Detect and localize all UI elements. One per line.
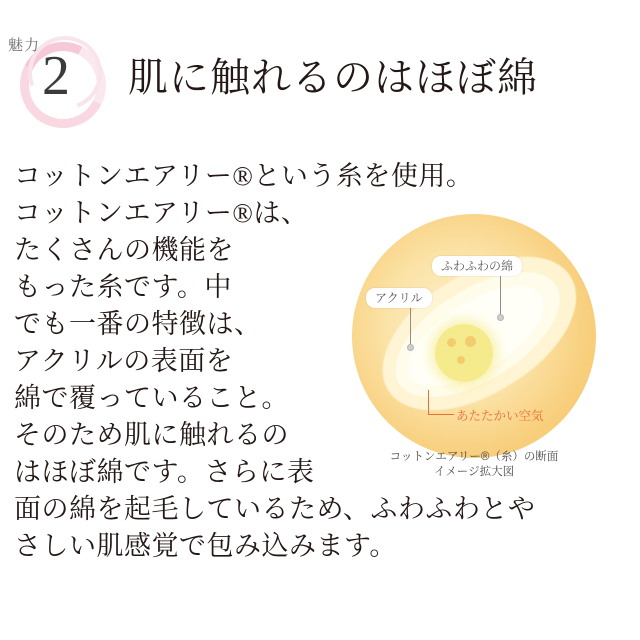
body-line [14, 491, 634, 528]
cotton-leader-dot-icon [497, 314, 504, 321]
badge-number: 2 [42, 45, 70, 107]
body-line-text-11: さしい肌感覚で包み込みます。 [14, 531, 397, 561]
body-line-text-8: そのため肌に触れるの [14, 420, 289, 450]
air-leader-line-vertical [428, 390, 429, 415]
body-line-text-10: 面の綿を起毛しているため、ふわふわとや [14, 494, 536, 524]
figure-caption [352, 450, 596, 480]
acrylic-core-shape [435, 324, 493, 382]
air-pocket-dot [457, 356, 465, 364]
header [0, 18, 640, 128]
acrylic-leader-line [410, 304, 411, 346]
air-leader-line-horizontal [428, 414, 454, 415]
body-line-text-4: もった糸です。中 [14, 272, 232, 302]
air-pocket-dot [465, 336, 476, 347]
page-title: 肌に触れるのはほぼ綿 [128, 55, 538, 100]
body-line [14, 528, 634, 565]
air-callout-label: あたたかい空気 [456, 409, 544, 423]
acrylic-callout-label: アクリル [366, 288, 432, 308]
yarn-cross-section-figure [352, 214, 620, 482]
body-line-text-9: はほぼ綿です。さらに表 [14, 457, 315, 487]
body-line-text-2: コットンエアリー®は、 [14, 198, 309, 228]
body-line [14, 158, 634, 195]
figure-caption-line-2: イメージ拡大図 [433, 466, 515, 478]
air-pocket-dot [447, 338, 456, 347]
badge-label: 魅力 [8, 38, 41, 54]
attraction-badge [6, 28, 126, 128]
figure-caption-line-1: コットンエアリー®（糸）の断面 [389, 451, 559, 463]
cotton-leader-line [500, 272, 501, 316]
acrylic-leader-dot-icon [407, 344, 414, 351]
cotton-callout-label: ふわふわの綿 [432, 256, 522, 276]
body-line-text-3: たくさんの機能を [14, 235, 234, 265]
body-line-text-1: コットンエアリー®という糸を使用。 [14, 161, 474, 191]
body-line-text-6: アクリルの表面を [14, 346, 234, 376]
body-line-text-5: でも一番の特徴は、 [14, 309, 262, 339]
body-line-text-7: 綿で覆っていること。 [14, 383, 289, 413]
